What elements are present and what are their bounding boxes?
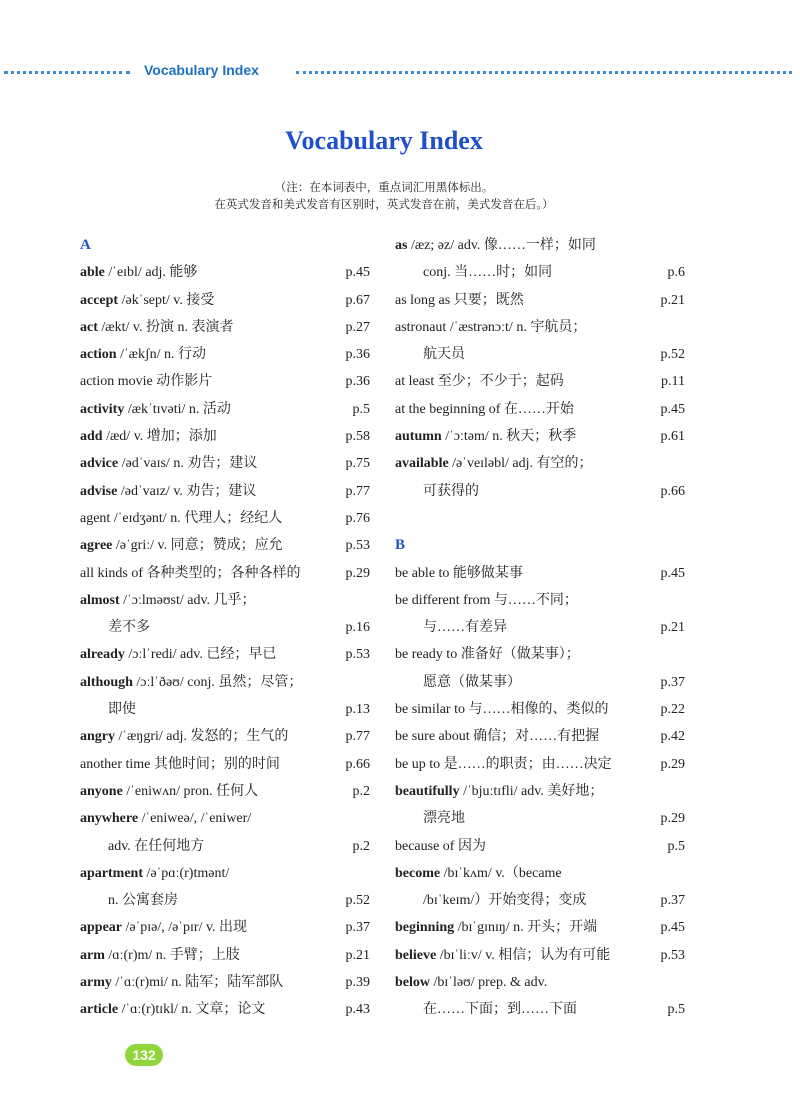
- entry-text: [395, 560, 523, 587]
- page-reference: p.43: [345, 1002, 370, 1018]
- entry-continuation: [395, 341, 685, 368]
- headword: agent: [80, 510, 111, 526]
- definition: /ˈɑː(r)tɪkl/ n. 文章；论文: [118, 1002, 266, 1018]
- vocab-entry: [395, 833, 685, 860]
- page-title: Vocabulary Index: [285, 126, 483, 155]
- headword: accept: [80, 292, 119, 308]
- entry-continuation: [80, 887, 370, 914]
- headword: believe: [395, 947, 437, 963]
- entry-text: [423, 614, 507, 641]
- vocab-entry: [80, 969, 370, 996]
- definition: /ˈæŋgri/ adj. 发怒的；生气的: [115, 729, 289, 745]
- page-reference: p.53: [660, 947, 685, 963]
- headword: army: [80, 975, 112, 991]
- entry-text: [395, 914, 597, 941]
- definition: /ˈæstrənɔːt/ n. 宇航员；: [446, 319, 587, 335]
- vocab-entry: [395, 287, 685, 314]
- page-reference: p.21: [660, 620, 685, 636]
- page-reference: p.53: [345, 647, 370, 663]
- index-column-left: [80, 232, 370, 1024]
- entry-text: [80, 314, 234, 341]
- headword: anyone: [80, 783, 123, 799]
- definition: /bɪˈkeɪm/）开始变得；变成: [423, 893, 587, 909]
- definition: 漂亮地: [423, 811, 465, 827]
- page-reference: p.37: [345, 920, 370, 936]
- headword: be sure about: [395, 729, 470, 745]
- page-reference: p.52: [345, 893, 370, 909]
- entry-text: [395, 423, 576, 450]
- page-reference: p.29: [345, 565, 370, 581]
- definition: 至少；不少于；起码: [434, 374, 564, 390]
- entry-text: [80, 751, 280, 778]
- vocab-entry: [80, 505, 370, 532]
- entry-continuation: [395, 887, 685, 914]
- page-reference: p.29: [660, 811, 685, 827]
- definition: 各种类型的；各种各样的: [143, 565, 301, 581]
- page-reference: p.5: [352, 401, 370, 417]
- headword: activity: [80, 401, 125, 417]
- vocab-entry: [80, 587, 370, 614]
- definition: /əˈgriː/ v. 同意；赞成；应允: [112, 538, 283, 554]
- page-reference: p.61: [660, 429, 685, 445]
- headword: angry: [80, 729, 115, 745]
- vocab-entry: [395, 423, 685, 450]
- entry-text: [80, 423, 217, 450]
- note-line-1: （注：在本词表中，重点词汇用黑体标出。: [274, 182, 494, 194]
- vocab-entry: [395, 368, 685, 395]
- definition: /əˈpɑː(r)tmənt/: [143, 865, 230, 881]
- definition: /ˈeniweə/, /ˈeniwer/: [138, 811, 252, 827]
- definition: /ˈɔːlməʊst/ adv. 几乎；: [119, 592, 256, 608]
- entry-text: [80, 860, 229, 887]
- definition: /ækˈtɪvəti/ n. 活动: [124, 401, 231, 417]
- vocab-entry: [80, 259, 370, 286]
- entry-text: [108, 887, 178, 914]
- entry-continuation: [80, 614, 370, 641]
- page-reference: p.21: [345, 947, 370, 963]
- definition: 因为: [454, 838, 486, 854]
- entry-continuation: [80, 833, 370, 860]
- entry-text: [423, 259, 552, 286]
- running-header: [0, 62, 800, 84]
- definition: 与……相像的、类似的: [465, 702, 609, 718]
- headword: become: [395, 865, 441, 881]
- entry-text: [395, 969, 547, 996]
- headword: as long as: [395, 292, 451, 308]
- vocab-entry: [80, 723, 370, 750]
- page-reference: p.67: [345, 292, 370, 308]
- vocab-entry: [395, 942, 685, 969]
- vocab-entry: [395, 587, 685, 614]
- vocab-entry: [80, 341, 370, 368]
- vocab-entry: [395, 723, 685, 750]
- headword: action movie: [80, 374, 153, 390]
- page-reference: p.5: [667, 838, 685, 854]
- definition: 即使: [108, 702, 136, 718]
- vocab-entry: [395, 751, 685, 778]
- entry-text: [395, 778, 603, 805]
- entry-text: [395, 396, 574, 423]
- entry-continuation: [395, 614, 685, 641]
- page-reference: p.2: [352, 838, 370, 854]
- page-reference: p.2: [352, 783, 370, 799]
- vocab-entry: [80, 860, 370, 887]
- entry-continuation: [395, 259, 685, 286]
- entry-text: [395, 860, 562, 887]
- definition: 航天员: [423, 347, 465, 363]
- headword: although: [80, 674, 133, 690]
- entry-text: [80, 669, 302, 696]
- entry-text: [80, 341, 206, 368]
- entry-text: [395, 723, 599, 750]
- definition: /əˈveɪləbl/ adj. 有空的；: [448, 456, 593, 472]
- definition: /ədˈvaɪz/ v. 劝告；建议: [117, 483, 257, 499]
- entry-text: [80, 587, 256, 614]
- section-letter: B: [395, 537, 406, 554]
- page-reference: p.45: [660, 565, 685, 581]
- vocab-entry: [80, 914, 370, 941]
- headword: be different from: [395, 592, 491, 608]
- entry-text: [80, 996, 265, 1023]
- entry-continuation: [395, 805, 685, 832]
- entry-text: [80, 287, 214, 314]
- definition: 确信；对……有把握: [469, 729, 600, 745]
- entry-text: [395, 287, 524, 314]
- definition: 只要；既然: [450, 292, 524, 308]
- entry-text: [108, 833, 204, 860]
- page-reference: p.45: [660, 401, 685, 417]
- entry-text: [80, 778, 258, 805]
- entry-text: [80, 505, 282, 532]
- entry-text: [395, 368, 564, 395]
- entry-text: [80, 641, 276, 668]
- entry-continuation: [395, 478, 685, 505]
- page-reference: p.75: [345, 456, 370, 472]
- headword: article: [80, 1002, 119, 1018]
- definition: /æd/ v. 增加；添加: [102, 429, 217, 445]
- entry-text: [80, 805, 251, 832]
- vocab-entry: [80, 478, 370, 505]
- section-letter: A: [80, 237, 91, 253]
- entry-text: [80, 914, 247, 941]
- definition: /ɔːlˈðəʊ/ conj. 虽然；尽管；: [132, 674, 303, 690]
- headword: anywhere: [80, 811, 139, 827]
- entry-text: [395, 314, 586, 341]
- page-reference: p.6: [667, 265, 685, 281]
- definition: /ˈeɪbl/ adj. 能够: [104, 265, 198, 281]
- entry-text: [423, 478, 479, 505]
- definition: /bɪˈkʌm/ v.（became: [440, 865, 562, 881]
- entry-text: [395, 942, 610, 969]
- page-reference: p.66: [345, 756, 370, 772]
- entry-text: [395, 450, 593, 477]
- entry-text: [395, 696, 609, 723]
- definition: /ˈɔːtəm/ n. 秋天；秋季: [441, 429, 577, 445]
- vocab-entry: [395, 696, 685, 723]
- vocab-entry: [395, 450, 685, 477]
- entry-text: [80, 396, 231, 423]
- entry-text: [395, 232, 596, 259]
- page-reference: p.66: [660, 483, 685, 499]
- headword: advise: [80, 483, 118, 499]
- definition: 是……的职责；由……决定: [440, 756, 612, 772]
- entry-text: [423, 996, 577, 1023]
- headword: be similar to: [395, 702, 465, 718]
- definition: /əˈpɪə/, /əˈpɪr/ v. 出现: [122, 920, 248, 936]
- definition: /ækt/ v. 扮演 n. 表演者: [97, 319, 234, 335]
- header-dots-left: [4, 71, 130, 74]
- vocab-entry: [395, 860, 685, 887]
- page-reference: p.21: [660, 292, 685, 308]
- headword: apartment: [80, 865, 143, 881]
- page-reference: p.5: [667, 1002, 685, 1018]
- page-reference: p.77: [345, 483, 370, 499]
- definition: /ədˈvaɪs/ n. 劝告；建议: [118, 456, 258, 472]
- definition: 愿意（做某事）: [423, 674, 521, 690]
- entry-continuation: [395, 996, 685, 1023]
- entry-text: [80, 450, 257, 477]
- page-reference: p.53: [345, 538, 370, 554]
- entry-text: [108, 696, 136, 723]
- entry-text: [423, 341, 465, 368]
- definition: /əkˈsept/ v. 接受: [118, 292, 215, 308]
- vocab-entry: [80, 287, 370, 314]
- headword: beautifully: [395, 783, 460, 799]
- index-column-right: [395, 232, 685, 1024]
- entry-text: [80, 560, 301, 587]
- headword: as: [395, 238, 408, 253]
- definition: 其他时间；别的时间: [150, 756, 280, 772]
- entry-text: [395, 587, 578, 614]
- vocab-entry: [395, 641, 685, 668]
- page-reference: p.37: [660, 674, 685, 690]
- vocab-entry: [395, 232, 685, 259]
- vocab-entry: [80, 560, 370, 587]
- header-dots-right: [296, 71, 792, 74]
- definition: 可获得的: [423, 483, 479, 499]
- vocab-entry: [80, 423, 370, 450]
- section-spacer: [395, 505, 685, 532]
- headword: another time: [80, 756, 151, 772]
- vocab-entry: [80, 996, 370, 1023]
- headword: able: [80, 265, 105, 281]
- definition: adv. 在任何地方: [108, 838, 205, 854]
- index-note: [0, 180, 768, 214]
- vocab-entry: [80, 641, 370, 668]
- vocab-entry: [80, 669, 370, 696]
- definition: n. 公寓套房: [108, 893, 178, 909]
- vocab-entry: [395, 778, 685, 805]
- page-reference: p.58: [345, 429, 370, 445]
- definition: 动作影片: [152, 374, 213, 390]
- definition: /ˈeɪdʒənt/ n. 代理人；经纪人: [110, 510, 283, 526]
- definition: 与……不同；: [490, 592, 578, 608]
- vocab-entry: [80, 805, 370, 832]
- page-reference: p.36: [345, 374, 370, 390]
- note-line-2: 在英式发音和美式发音有区别时，英式发音在前，美式发音在后。）: [214, 199, 554, 211]
- headword: astronaut: [395, 319, 447, 335]
- definition: /ɔːlˈredi/ adv. 已经；早已: [124, 647, 277, 663]
- definition: /æz; əz/ adv. 像……一样；如同: [407, 238, 596, 253]
- vocab-entry: [80, 396, 370, 423]
- entry-text: [423, 887, 586, 914]
- headword: at the beginning of: [395, 401, 501, 417]
- page-reference: p.45: [345, 265, 370, 281]
- headword: beginning: [395, 920, 455, 936]
- headword: advice: [80, 456, 119, 472]
- page-reference: p.13: [345, 702, 370, 718]
- headword: available: [395, 456, 449, 472]
- entry-text: [423, 805, 465, 832]
- entry-text: [80, 723, 288, 750]
- definition: 在……下面；到……下面: [423, 1002, 577, 1018]
- definition: 差不多: [108, 620, 150, 636]
- page-reference: p.39: [345, 975, 370, 991]
- vocab-entry: [395, 396, 685, 423]
- headword: appear: [80, 920, 122, 936]
- page-reference: p.45: [660, 920, 685, 936]
- definition: /bɪˈləʊ/ prep. & adv.: [430, 975, 548, 991]
- definition: conj. 当……时；如同: [423, 265, 553, 281]
- definition: 在……开始: [500, 401, 574, 417]
- headword: at least: [395, 374, 435, 390]
- entry-text: [80, 259, 197, 286]
- page-reference: p.37: [660, 893, 685, 909]
- definition: /ɑː(r)m/ n. 手臂；上肢: [104, 947, 240, 963]
- page-reference: p.76: [345, 510, 370, 526]
- definition: /bɪˈliːv/ v. 相信；认为有可能: [436, 947, 611, 963]
- entry-text: [395, 751, 612, 778]
- definition: 能够做某事: [449, 565, 523, 581]
- headword: action: [80, 347, 117, 363]
- header-title: Vocabulary Index: [144, 62, 259, 78]
- vocab-entry: [395, 560, 685, 587]
- vocab-entry: [80, 751, 370, 778]
- headword: all kinds of: [80, 565, 143, 581]
- vocab-entry: [80, 368, 370, 395]
- entry-text: [395, 833, 486, 860]
- headword: autumn: [395, 429, 442, 445]
- headword: almost: [80, 592, 120, 608]
- definition: /bɪˈgɪnɪŋ/ n. 开头；开端: [454, 920, 598, 936]
- definition: 与……有差异: [423, 620, 507, 636]
- headword: because of: [395, 838, 455, 854]
- vocab-entry: [80, 778, 370, 805]
- entry-text: [423, 669, 521, 696]
- definition: /ˈbjuːtɪfli/ adv. 美好地；: [459, 783, 604, 799]
- vocab-entry: [395, 914, 685, 941]
- headword: be up to: [395, 756, 441, 772]
- entry-continuation: [80, 696, 370, 723]
- page-reference: p.77: [345, 729, 370, 745]
- vocab-entry: [395, 969, 685, 996]
- headword: add: [80, 429, 103, 445]
- page-reference: p.52: [660, 347, 685, 363]
- definition: /ˈɑː(r)mi/ n. 陆军；陆军部队: [111, 975, 284, 991]
- headword: be ready to: [395, 647, 458, 663]
- headword: be able to: [395, 565, 450, 581]
- page-reference: p.11: [661, 374, 685, 390]
- page-number-badge: 132: [125, 1044, 163, 1066]
- page-reference: p.22: [660, 702, 685, 718]
- page-reference: p.29: [660, 756, 685, 772]
- entry-text: [80, 969, 283, 996]
- entry-continuation: [395, 669, 685, 696]
- headword: arm: [80, 947, 105, 963]
- page-reference: p.16: [345, 620, 370, 636]
- page-reference: p.36: [345, 347, 370, 363]
- entry-text: [108, 614, 150, 641]
- definition: 准备好（做某事）；: [457, 647, 580, 663]
- vocab-entry: [80, 314, 370, 341]
- headword: agree: [80, 538, 113, 554]
- entry-text: [80, 368, 212, 395]
- vocab-entry: [80, 942, 370, 969]
- headword: already: [80, 647, 125, 663]
- entry-text: [395, 641, 580, 668]
- headword: act: [80, 319, 98, 335]
- definition: /ˈeniwʌn/ pron. 任何人: [122, 783, 259, 799]
- vocab-entry: [395, 314, 685, 341]
- entry-text: [80, 942, 240, 969]
- vocab-entry: [80, 450, 370, 477]
- entry-text: [80, 532, 283, 559]
- entry-text: [80, 478, 256, 505]
- page-reference: p.42: [660, 729, 685, 745]
- definition: /ˈækʃn/ n. 行动: [116, 347, 207, 363]
- vocab-entry: [80, 532, 370, 559]
- page-reference: p.27: [345, 319, 370, 335]
- headword: below: [395, 975, 430, 991]
